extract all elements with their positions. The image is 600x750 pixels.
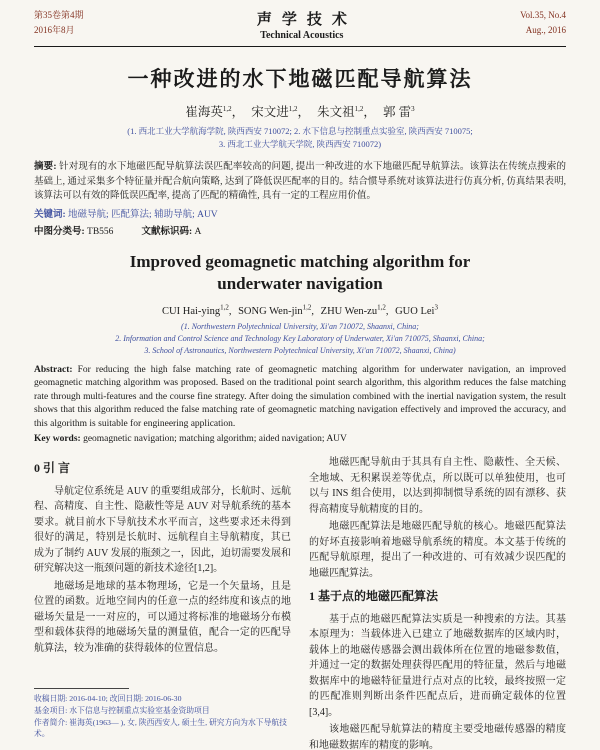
- clc-line: [34, 223, 566, 237]
- right-paragraph-2: 地磁匹配算法是地磁匹配导航的核心。地磁匹配算法的好坏直接影响着地磁导航系统的精度。本文基于传统的匹配导航原理，提出了一种改进的、可有效减少误匹配的地磁匹配算法。: [309, 521, 566, 579]
- section-0-heading: 0 引 言: [34, 461, 71, 476]
- author-name: 郭 雷: [383, 105, 412, 119]
- author-superscript: 1,2: [377, 303, 386, 312]
- author-name: ZHU Wen-zu: [320, 305, 378, 317]
- abstract-zh-label: 摘要:: [34, 162, 57, 173]
- paper-title-zh: 一种改进的水下地磁匹配导航算法: [127, 67, 473, 91]
- author-en: [320, 303, 391, 317]
- abstract-zh: [34, 160, 566, 203]
- affiliations-en: [34, 321, 566, 357]
- author-superscript: 3: [434, 303, 438, 312]
- author-superscript: 1,2: [354, 104, 364, 113]
- header-center-block: [84, 8, 521, 41]
- author-zh: [251, 105, 310, 119]
- header-volume-en: Vol.35, No.4: [520, 10, 566, 20]
- author-name: 宋文进: [251, 105, 289, 119]
- doc-code-label: 文献标识码:: [141, 227, 193, 238]
- header-date-zh: 2016年8月: [34, 25, 75, 36]
- header-right-block: [520, 8, 566, 39]
- header-date-en: Aug., 2016: [525, 25, 566, 36]
- author-name: CUI Hai-ying: [162, 305, 221, 317]
- keywords-en-label: Key words:: [34, 434, 81, 445]
- author-superscript: 1,2: [222, 104, 232, 113]
- left-column: [34, 455, 291, 740]
- right-column: [309, 455, 566, 750]
- right-paragraph-1: 地磁匹配导航由于其具有自主性、隐蔽性、全天候、全地域、无积累误差等优点，所以既可以单独使用，也可以与 INS 组合使用，以达到抑制惯导系统的固有漂移、获得高精度导航精度的目的。: [309, 457, 566, 515]
- footnote-received-date: 收稿日期: 2016-04-10; 改回日期: 2016-06-30: [34, 694, 182, 704]
- author-en: [162, 303, 234, 317]
- author-name: SONG Wen-jin: [238, 305, 303, 317]
- author-zh: [383, 105, 415, 119]
- affiliation-en-line2: 2. Information and Control Science and Technology Key Laboratory of Underwater, Xi'an 710075, Shaanxi, China;: [115, 333, 485, 343]
- content-columns: [34, 455, 566, 750]
- abstract-en-label: Abstract:: [34, 364, 73, 375]
- author-zh: [317, 105, 376, 119]
- author-zh: [185, 105, 244, 119]
- keywords-zh-label: 关键词:: [34, 210, 66, 221]
- clc-value: TB556: [87, 227, 114, 238]
- footnote-funding: 基金项目: 水下信息与控制重点实验室基金资助项目: [34, 705, 210, 715]
- footnote-author-bio: 作者简介: 崔海英(1963— ), 女, 陕西西安人, 硕士生, 研究方向为水下导航技术。: [34, 717, 287, 739]
- left-paragraph-1: 导航定位系统是 AUV 的重要组成部分，长航时、远航程、高精度、自主性、隐蔽性等是 AUV 对导航系统的基本要求。就目前水下导航技术水平而言，这些要求还未得到很好的满足，特别是长航时、远航程自主导航精度，其已成为了制约 AUV 发展的瓶颈之一，因此，迫切需要发展和研究解决这一瓶颈问题的新技术途径[1,2]。: [34, 485, 291, 575]
- author-superscript: 1,2: [220, 303, 229, 312]
- affiliation-en-line3: 3. School of Astronautics, Northwestern Polytechnical University, Xi'an 710072, Shaanxi, China): [144, 345, 456, 355]
- author-name: 崔海英: [185, 105, 223, 119]
- author-superscript: 1,2: [288, 104, 298, 113]
- author-name: 朱文祖: [317, 105, 355, 119]
- author-name: GUO Lei: [395, 305, 435, 317]
- section-1-heading: 1 基于点的地磁匹配算法: [309, 589, 439, 604]
- keywords-zh: [34, 206, 566, 220]
- abstract-zh-text: 针对现有的水下地磁匹配导航算法误匹配率较高的问题, 提出一种改进的水下地磁匹配导航算法。该算法在传统点搜索的基础上, 通过采集多个特征量并配合航向策略, 达到了降低误匹配率的目的。结合惯导系统对该算法进行仿真分析, 仿真结果表明, 该算法可以有效的降低误匹配率, 提高了匹配的精确性, 具有一定的工程应用价值。: [34, 162, 566, 201]
- journal-title-zh: 声学技术: [256, 12, 357, 28]
- affiliations-zh: [34, 125, 566, 151]
- keywords-en-text: geomagnetic navigation; matching algorithm; aided navigation; AUV: [83, 434, 347, 445]
- left-paragraph-2: 地磁场是地球的基本物理场，它是一个矢量场，且是位置的函数。近地空间内的任意一点的经纬度和该点的地磁场矢量是一一对应的，可以通过将标准的地磁场分布模型和载体获得的地磁场矢量的测量值，配合一定的匹配导航算法，较为准确的获得载体的位置信息。: [34, 580, 291, 654]
- clc-label: 中图分类号:: [34, 227, 85, 238]
- author-en: [238, 303, 317, 317]
- affiliation-en-line1: (1. Northwestern Polytechnical University, Xi'an 710072, Shaanxi, China;: [181, 321, 419, 331]
- footnotes: [34, 684, 291, 740]
- affiliation-zh-line1: (1. 西北工业大学航海学院, 陕西西安 710072; 2. 水下信息与控制重点实验室, 陕西西安 710075;: [127, 126, 473, 136]
- author-superscript: 3: [411, 104, 415, 113]
- paper-title-en: Improved geomagnetic matching algorithm for underwater navigation: [129, 252, 471, 294]
- abstract-en-text: For reducing the high false matching rate of geomagnetic matching algorithm for underwater navigation, an improved geomagnetic matching algorithm was proposed. Based on the traditional point search algorithm, this algorithm reduces the false matching rate through multi-features and the course fine strategy. After doing the simulation combined with the inertial navigation system, the result shows that this algorithm reduced the false matching rate of geomagnetic matching navigation effectively and improved the accuracy, and this algorithm is suitable for engineering application.: [34, 364, 567, 429]
- header-left-block: [34, 8, 84, 39]
- keywords-zh-text: 地磁导航; 匹配算法; 辅助导航; AUV: [68, 210, 218, 221]
- header-volume-zh: 第35卷第4期: [34, 10, 84, 20]
- doc-code-value: A: [194, 227, 202, 238]
- authors-en: [34, 303, 566, 317]
- keywords-en: [34, 434, 566, 444]
- author-en: [395, 303, 438, 317]
- abstract-en: [34, 364, 566, 431]
- affiliation-zh-line2: 3. 西北工业大学航天学院, 陕西西安 710072): [218, 139, 382, 150]
- journal-header: [34, 8, 566, 47]
- right-paragraph-4: 该地磁匹配导航算法的精度主要受地磁传感器的精度和地磁数据库的精度的影响。: [309, 724, 566, 750]
- author-superscript: 1,2: [302, 303, 312, 312]
- authors-zh: [34, 102, 566, 120]
- right-paragraph-3: 基于点的地磁匹配算法实质是一种搜索的方法。其基本原理为：当载体进入已建立了地磁数据库的区域内时，载体上的地磁传感器会测出载体所在位置的地磁参数值，并通过一定的数据处理获得匹配用的特征量，然后与地磁数据库中的地磁特征量进行点对点的比较，最终按照一定的匹配准则判断出条件匹配点后，进而确定载体的位置[3,4]。: [309, 613, 566, 718]
- footnote-divider: [34, 688, 129, 689]
- journal-title-en: Technical Acoustics: [260, 30, 344, 41]
